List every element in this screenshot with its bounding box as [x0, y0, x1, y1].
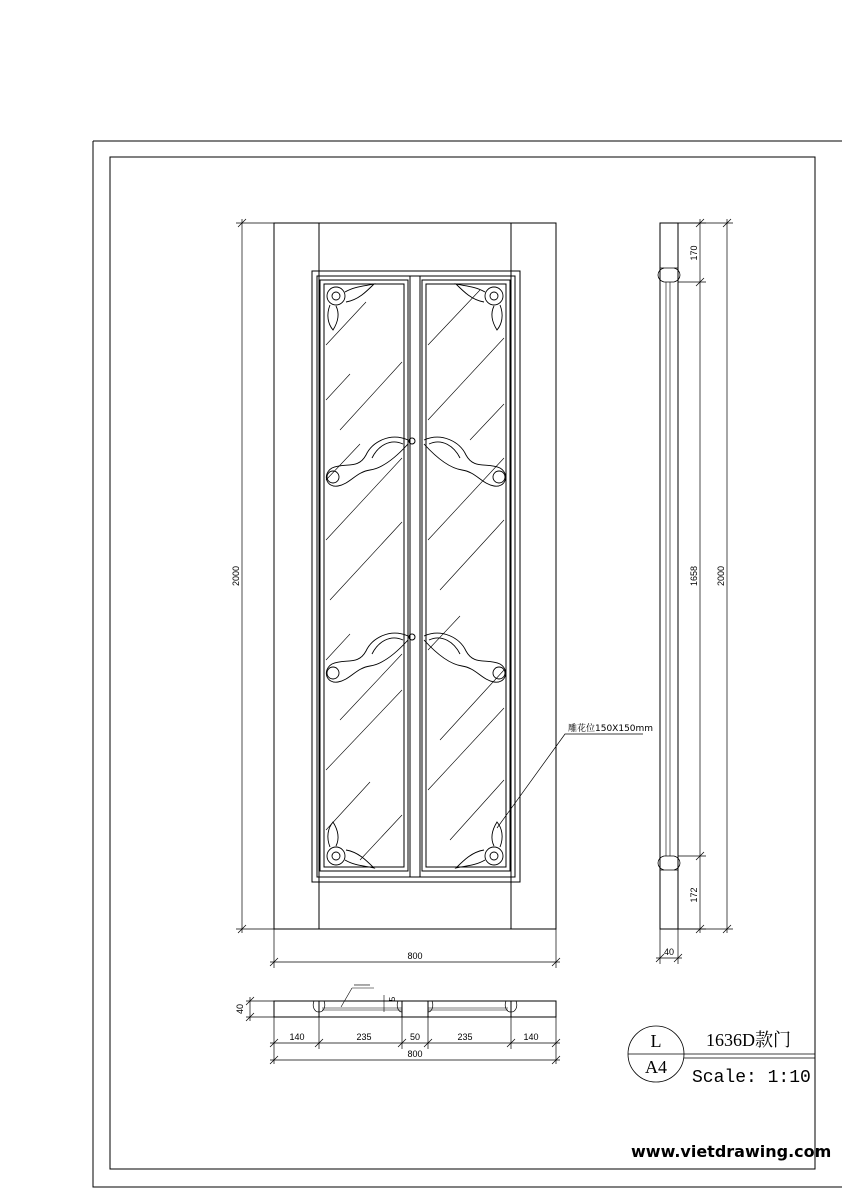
dim-front-width — [270, 929, 560, 968]
dim-plan-panel-left-label: 235 — [356, 1032, 372, 1042]
door-plan-section — [274, 988, 556, 1017]
sheet-size: A4 — [645, 1057, 667, 1077]
door-front-elevation — [274, 223, 556, 929]
sheet-letter: L — [650, 1031, 662, 1051]
dim-side-top-label: 170 — [689, 245, 699, 261]
dim-side-total-label: 2000 — [716, 565, 726, 587]
dim-plan-stile-left-label: 140 — [289, 1032, 305, 1042]
plan-section-note: xxxxxxxx — [354, 982, 370, 987]
carving-note: 雕花位150X150mm — [568, 724, 654, 734]
dim-front-width-label: 800 — [407, 951, 423, 961]
corner-carvings — [327, 284, 503, 868]
dim-plan-thickness-label: 40 — [235, 1003, 245, 1015]
dim-side — [656, 219, 733, 964]
glass-hatching — [326, 290, 504, 860]
carving-leader — [497, 734, 643, 828]
dim-plan-panel-right-label: 235 — [457, 1032, 473, 1042]
drawing-title: 1636D款门 — [706, 1030, 791, 1050]
dim-front-height — [236, 219, 274, 933]
dim-side-bottom-label: 172 — [689, 887, 699, 903]
scroll-ornaments — [326, 437, 505, 682]
dim-front-height-label: 2000 — [231, 565, 241, 587]
dim-side-thickness-label: 40 — [663, 947, 675, 957]
dim-plan — [246, 997, 560, 1064]
dim-plan-total-label: 800 — [407, 1049, 423, 1059]
dim-side-mid-label: 1658 — [689, 565, 699, 587]
dim-plan-mullion-label: 50 — [409, 1032, 421, 1042]
door-side-section — [658, 223, 680, 929]
website-watermark: www.vietdrawing.com — [631, 1142, 832, 1161]
dim-plan-gap-label: 5 — [388, 996, 397, 1002]
drawing-scale: Scale: 1:10 — [692, 1068, 811, 1088]
dim-plan-stile-right-label: 140 — [523, 1032, 539, 1042]
